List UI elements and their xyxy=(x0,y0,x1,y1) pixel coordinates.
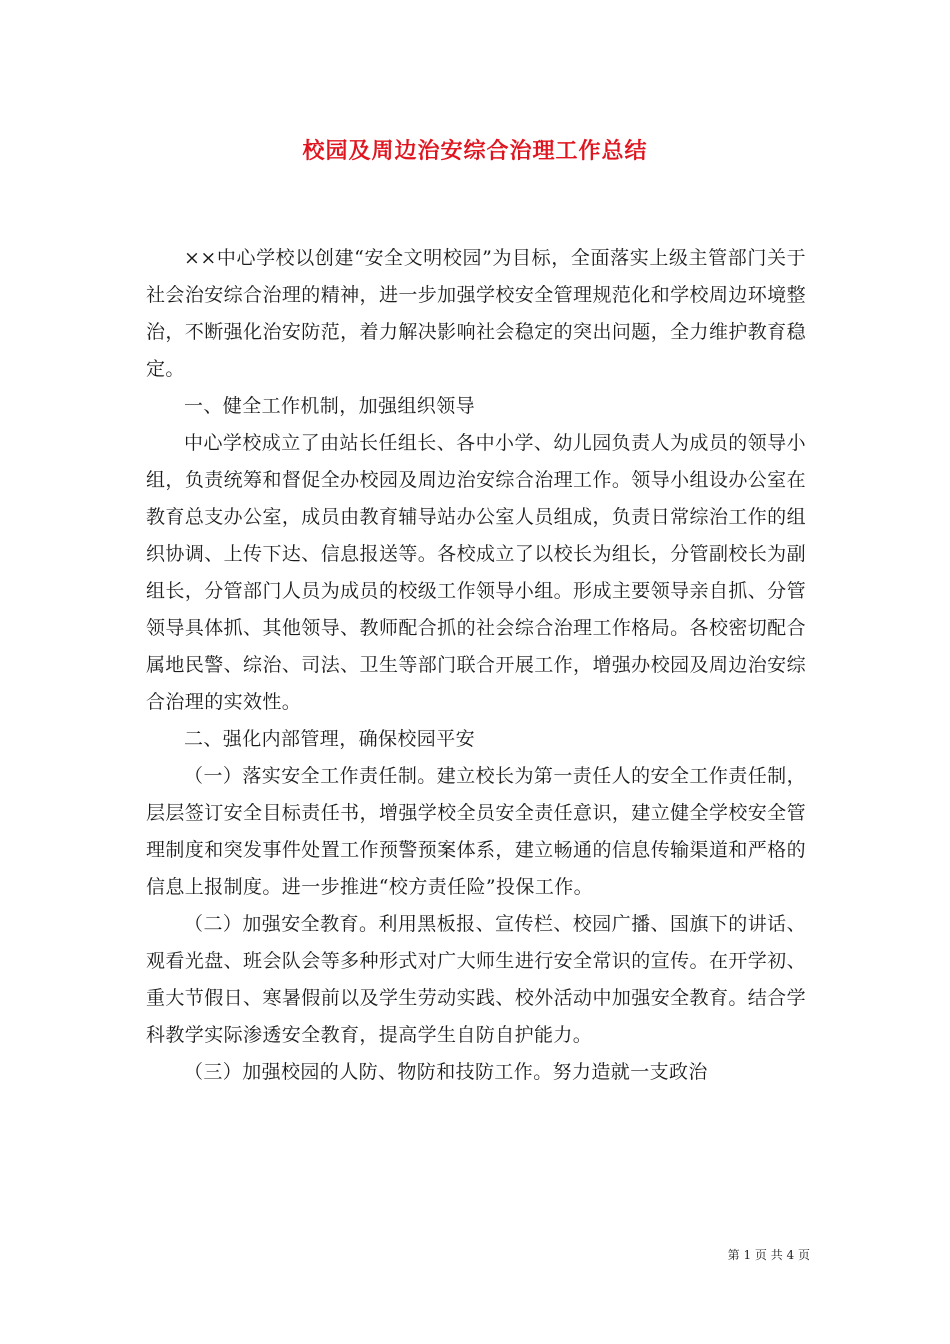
intro-paragraph: ××中心学校以创建“安全文明校园”为目标，全面落实上级主管部门关于社会治安综合治理的精神，进一步加强学校安全管理规范化和学校周边环境整治，不断强化治安防范，着力解决影响社会稳定的突出问题，全力维护教育稳定。 xyxy=(146,247,806,380)
section-heading-1: 一、健全工作机制，加强组织领导 xyxy=(184,395,476,417)
section-heading-2: 二、强化内部管理，确保校园平安 xyxy=(184,728,476,750)
section-1-paragraph: 中心学校成立了由站长任组长、各中小学、幼儿园负责人为成员的领导小组，负责统筹和督促全办校园及周边治安综合治理工作。领导小组设办公室在教育总支办公室，成员由教育辅导站办公室人员组成，负责日常综治工作的组织协调、上传下达、信息报送等。各校成立了以校长为组长，分管副校长为副组长，分管部门人员为成员的校级工作领导小组。形成主要领导亲自抓、分管领导具体抓、其他领导、教师配合抓的社会综合治理工作格局。各校密切配合属地民警、综治、司法、卫生等部门联合开展工作，增强办校园及周边治安综合治理的实效性。 xyxy=(146,432,806,713)
subsection-1-paragraph: （一）落实安全工作责任制。建立校长为第一责任人的安全工作责任制，层层签订安全目标责任书，增强学校全员安全责任意识，建立健全学校安全管理制度和突发事件处置工作预警预案体系，建立畅通的信息传输渠道和严格的信息上报制度。进一步推进“校方责任险”投保工作。 xyxy=(146,765,806,898)
document-title: 校园及周边治安综合治理工作总结 xyxy=(302,138,648,164)
subsection-2-paragraph: （二）加强安全教育。利用黑板报、宣传栏、校园广播、国旗下的讲话、观看光盘、班会队会等多种形式对广大师生进行安全常识的宣传。在开学初、重大节假日、寒暑假前以及学生劳动实践、校外活动中加强安全教育。结合学科教学实际渗透安全教育，提高学生自防自护能力。 xyxy=(146,913,806,1046)
subsection-3-paragraph: （三）加强校园的人防、物防和技防工作。努力造就一支政治 xyxy=(184,1061,708,1083)
page-number: 第 1 页 共 4 页 xyxy=(727,1248,810,1262)
document-body xyxy=(146,240,806,1091)
